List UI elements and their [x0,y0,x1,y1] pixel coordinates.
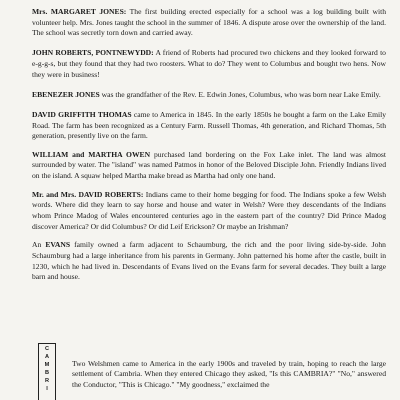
sidebar-letter: R [44,378,50,384]
sidebar-letter: M [44,362,50,368]
entry-ebenezer-jones [32,90,386,101]
entry-text: Indians came to their home begging for food. The Indians spoke a few Welsh words. Where did they learn to say horse and house and water in Welsh? Were they descendants of the Indians whom Prince Madog of Wales encountered centuries ago in the eastern part of the country? Did Prince Madog discover America? Or did Columbus? Or did Leif Erickson? Or maybe an Irishman? [32,189,387,231]
entry-john-roberts [32,48,386,80]
entry-name: Mr. and Mrs. DAVID ROBERTS: [32,189,144,199]
entry-name: DAVID GRIFFITH THOMAS [32,109,132,119]
sidebar-letter: A [44,354,50,360]
sidebar-letter: I [46,386,48,392]
entry-name: JOHN ROBERTS, PONTNEWYDD: [32,48,154,58]
entry-william-martha-owen [32,150,386,182]
sidebar-letter: B [44,370,50,376]
entry-david-roberts [32,190,386,232]
entry-name: EBENEZER JONES [32,89,100,99]
entry-text: purchased land bordering on the Fox Lake inlet. The land was almost surrounded by water. The "island" was named Patmos in honor of the Beloved Disciple John. Friendly Indians lived on the island. A squaw helped Martha make bread as Martha had only one hand. [32,149,386,180]
sidebar-letter: C [44,346,50,352]
cambria-anecdote: Two Welshmen came to America in the early 1900s and traveled by train, hoping to reach the large settlement of Cambria. When they entered Chicago they asked, "Is this CAMBRIA?" "No," answered the Conductor, "This is Chicago." "My goodness," exclaimed the [72,358,386,389]
entry-text: The first building erected especially for a school was a log building built with volunteer help. Mrs. Jones taught the school in the summer of 1846. A dispute arose over the ownership of the land. The school was secretly torn down and carried away. [32,7,386,38]
entry-text: family owned a farm adjacent to Schaumburg, the rich and the poor living side-by-side. John Schaumburg had a large inheritance from his parents in Germany. John patterned his home after the castle, built in 1230, which he had lived in. Descendants of Evans lived on the Evans farm for several decades. They built a large barn and house. [32,240,386,282]
entry-lead: An [32,240,42,250]
entry-text: was the grandfather of the Rev. E. Edwin Jones, Columbus, who was born near Lake Emily. [101,89,381,99]
entry-name: WILLIAM and MARTHA OWEN [32,149,151,159]
entry-margaret-jones [32,7,386,39]
entry-name: EVANS [45,240,71,250]
entry-name: Mrs. MARGARET JONES: [32,7,127,16]
entry-david-griffith-thomas [32,110,386,142]
entry-text: came to America in 1845. In the early 1850s he bought a farm on the Lake Emily Road. The farm has been recognized as a Century Farm. Russell Thomas, 4th generation, and Richard Thomas, 5th generation, presently live on the farm. [32,109,387,141]
entry-text: A friend of Roberts had procured two chickens and they looked forward to e-g-g-s, but they found that they had two roosters. What to do? They went to Columbus and bought two hens. Now they were in business! [32,48,386,79]
cambria-sidebar-label [38,343,56,400]
entry-evans [32,240,386,282]
